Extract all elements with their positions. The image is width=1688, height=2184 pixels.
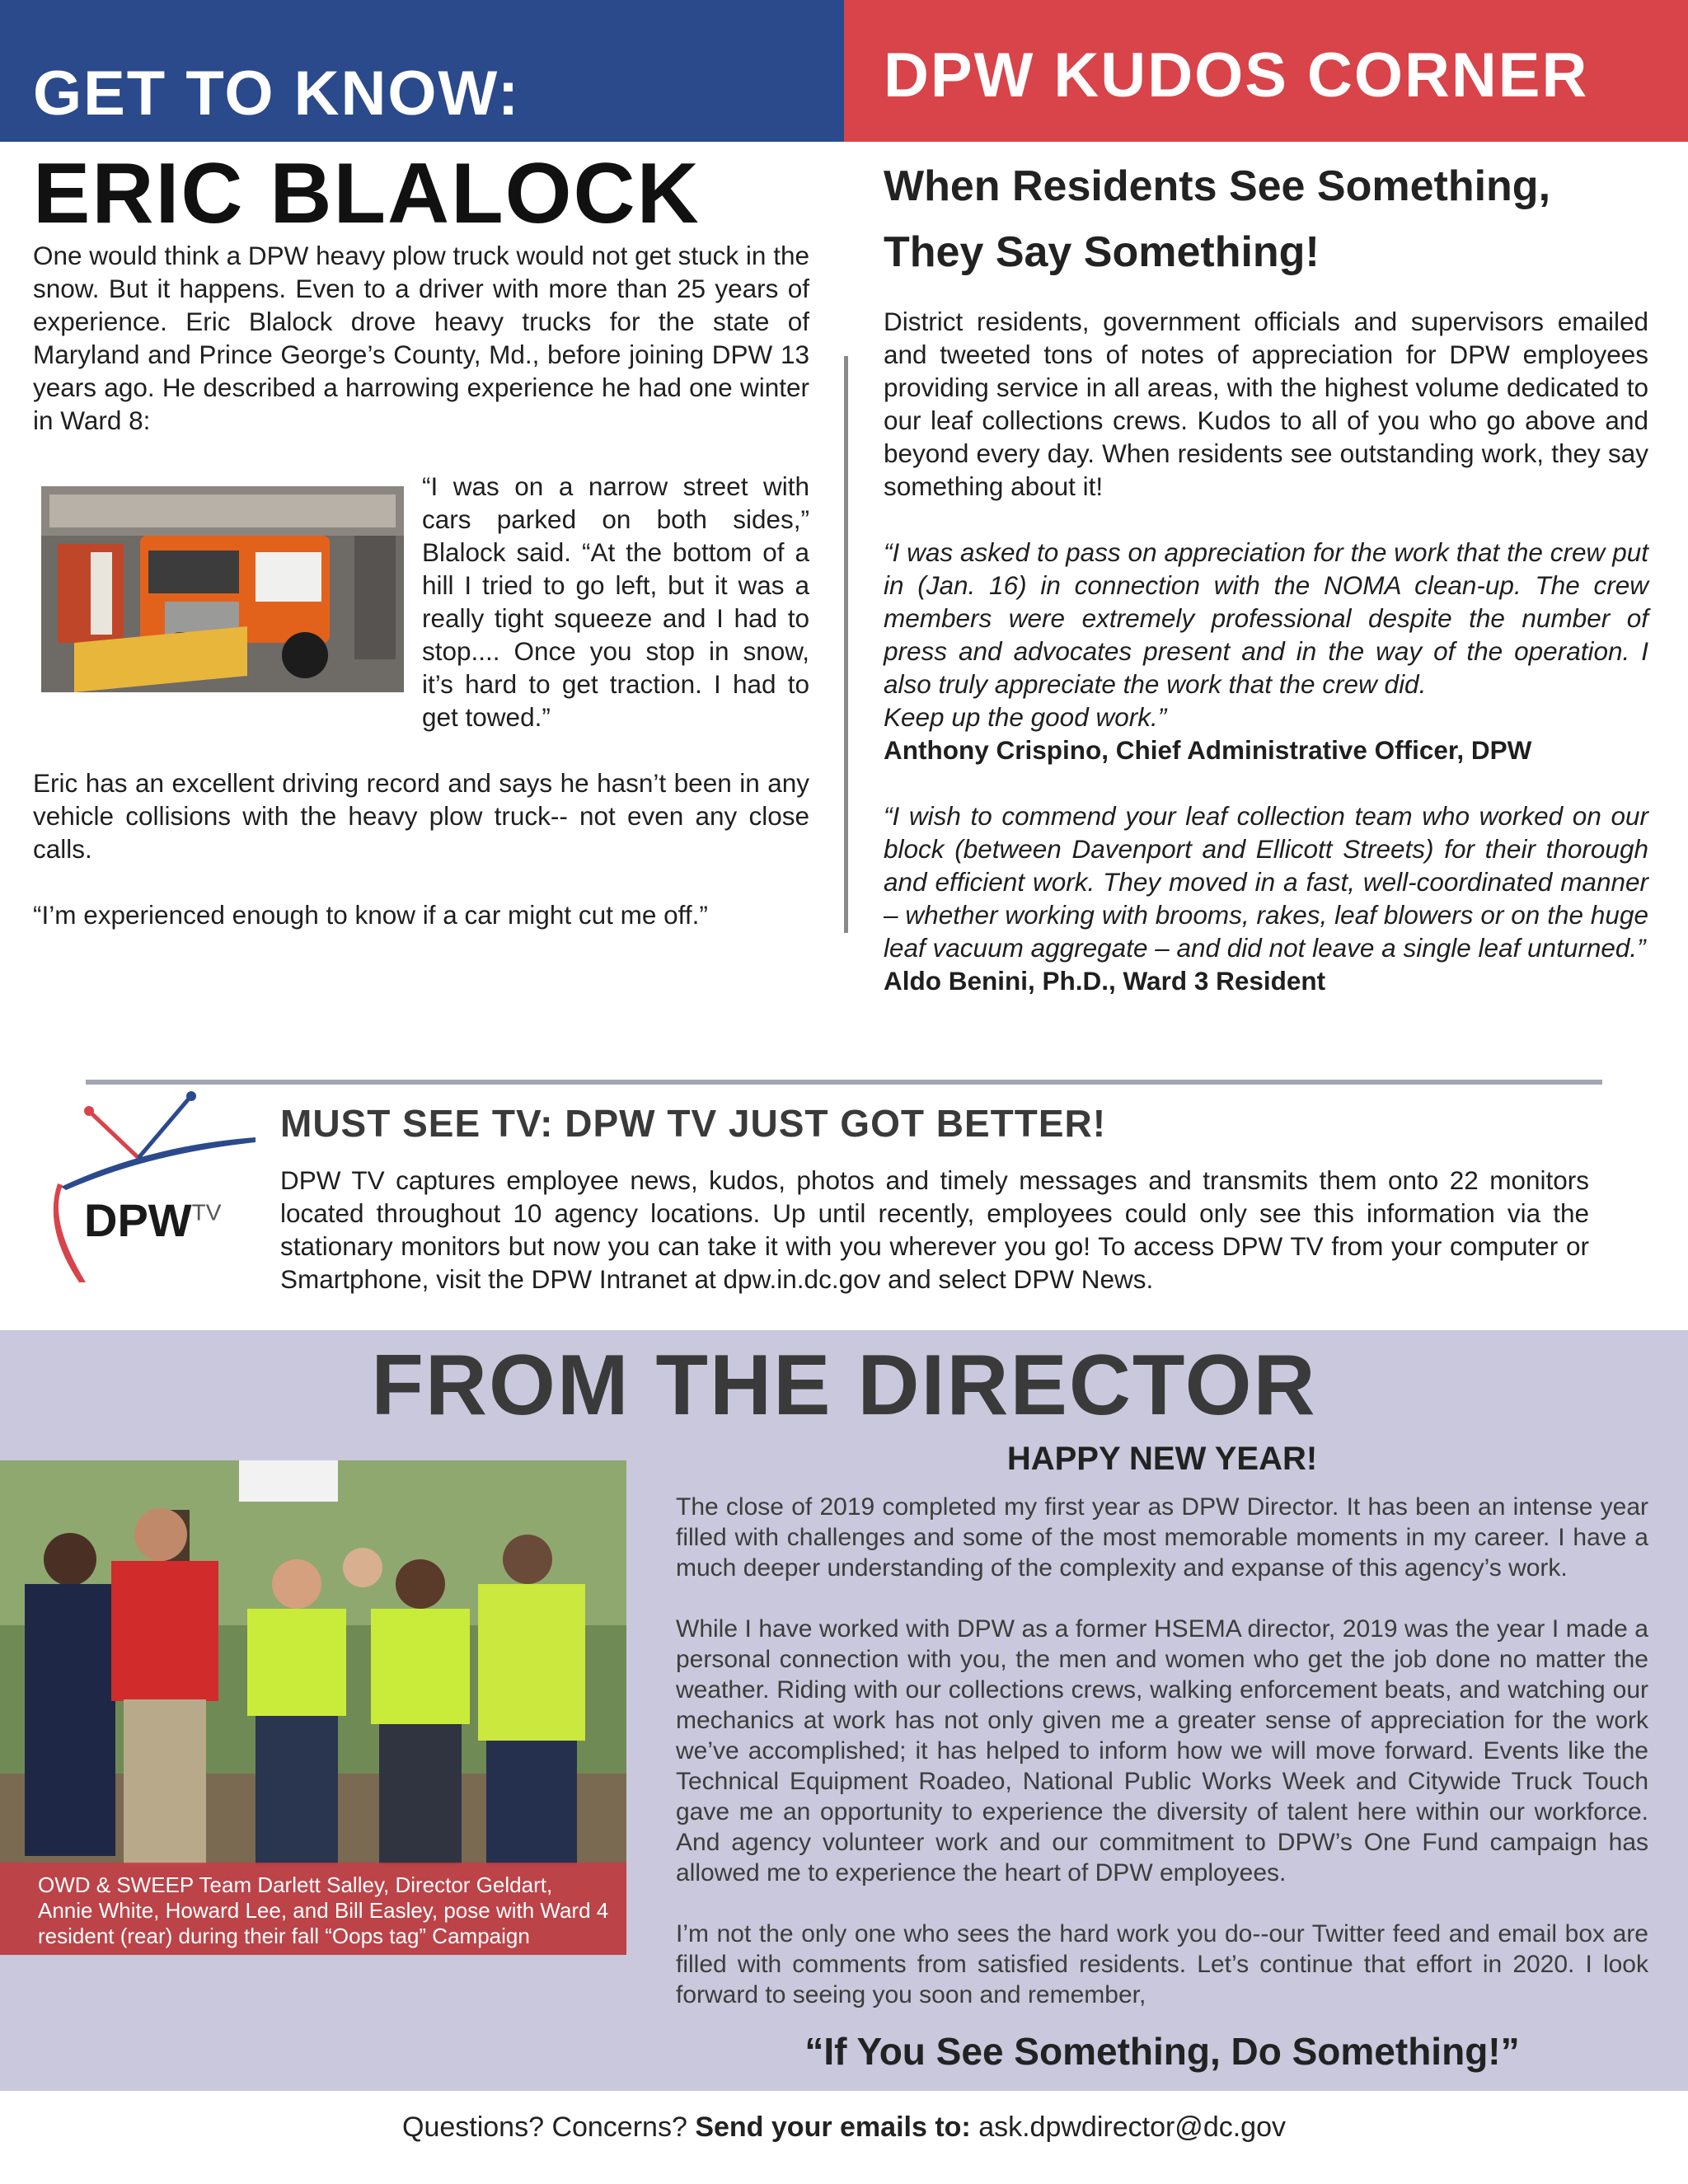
director-paragraph-2: While I have worked with DPW as a former HSEMA director, 2019 was the year I made a personal connection with you, the men and women who get the job done no matter the weather. Riding with our collections crews, walking enforcement beats, and watching our mechanics at work has not only given me a greater sense of appreciation for the work we’ve accomplished; it has helped to inform how we will move forward. Events like the Technical Equipment Roadeo, National Public Works Week and Citywide Truck Touch gave me an opportunity to experience the diversity of talent here within our workforce. And agency volunteer work and our commitment to DPW’s One Fund campaign has allowed me to experience the heart of DPW employees. [676, 1615, 1648, 1886]
kudos-quote-1: “I was asked to pass on appreciation for the work that the crew put in (Jan. 16) in connection with the NOMA clean-up. The crew members were extremely professional despite the number of press and advocates present and in the way of the operation. I also truly appreciate the work that the crew did. [884, 537, 1648, 699]
tv-section-title: MUST SEE TV: DPW TV JUST GOT BETTER! [280, 1102, 1107, 1145]
kudos-heading-line2: They Say Something! [884, 228, 1320, 276]
kudos-heading-line1: When Residents See Something, [884, 162, 1551, 210]
director-paragraph-3: I’m not the only one who sees the hard work you do--our Twitter feed and email box are filled with comments from satisfied residents. Let’s continue that effort in 2020. I look forward to seeing you soon and remember, [676, 1920, 1648, 2008]
kudos-quote-2: “I wish to commend your leaf collection team who worked on our block (between Davenport and Ellicott Streets) for their thorough and efficient work. They moved in a fast, well-coordinated manner – whether working with brooms, rakes, leaf blowers or on the huge leaf vacuum aggregate – and did not leave a single leaf unturned.” [884, 801, 1648, 963]
profile-driving-record: Eric has an excellent driving record and says he hasn’t been in any vehicle collisions with the heavy plow truck-- not even any close calls. [33, 768, 809, 864]
section-divider [86, 1080, 1602, 1085]
kudos-heading [884, 153, 1658, 285]
profile-name: ERIC BLALOCK [33, 146, 701, 241]
photo-caption: OWD & SWEEP Team Darlett Salley, Director Geldart, Annie White, Howard Lee, and Bill Easley, pose with Ward 4 resident (rear) during their fall “Oops tag” Campaign [0, 1863, 626, 1955]
director-paragraph-1: The close of 2019 completed my first year as DPW Director. It has been an intense year filled with challenges and some of the most memorable moments in my career. I have a much deeper understanding of the complexity and expanse of this agency’s work. [676, 1493, 1648, 1582]
kudos-quote-1-block [884, 536, 1648, 766]
profile-quote: “I was on a narrow street with cars parked on both sides,” Blalock said. “At the bottom of a hill I tried to go left, but it was a really tight squeeze and I had to stop.... Once you stop in snow, it’s hard to get traction. I had to get towed.” [422, 471, 809, 732]
footer-contact: Questions? Concerns? Send your emails to: ask.dpwdirector@dc.gov [402, 2111, 1286, 2143]
plow-truck-photo [41, 486, 404, 692]
director-letter [676, 1492, 1648, 2041]
dpw-logo-word: DPW [84, 1194, 192, 1246]
profile-intro: One would think a DPW heavy plow truck would not get stuck in the snow. But it happens. Even to a driver with more than 25 years of experience. Eric Blalock drove heavy trucks for the state of Maryland and Prince George’s County, Md., before joining DPW 13 years ago. He described a harrowing experience he had one winter in Ward 8: [33, 241, 809, 435]
footer-prefix: Questions? Concerns? [402, 2111, 687, 2143]
kudos-intro: District residents, government officials and supervisors emailed and tweeted tons of notes of appreciation for DPW employees providing service in all areas, with the highest volume dedicated to our leaf collections crews. Kudos to all of you who go above and beyond every day. When residents see outstanding work, they say something about it! [884, 307, 1648, 501]
dpw-tv-logo-text [84, 1193, 221, 1247]
director-email-link[interactable]: ask.dpwdirector@dc.gov [978, 2111, 1286, 2143]
tv-section-body: DPW TV captures employee news, kudos, photos and timely messages and transmits them onto 22 monitors located throughout 10 agency locations. Up until recently, employees could only see this information via the stationary monitors but now you can take it with you wherever you go! To access DPW TV from your computer or Smartphone, visit the DPW Intranet at dpw.in.dc.gov and select DPW News. [280, 1165, 1589, 1294]
get-to-know-heading: GET TO KNOW: [33, 59, 521, 129]
kudos-quote-2-block [884, 799, 1648, 997]
kudos-quote-1-author: Anthony Crispino, Chief Administrative Officer, DPW [884, 735, 1532, 765]
director-slogan: “If You See Something, Do Something!” [804, 2030, 1520, 2073]
kudos-corner-heading: DPW KUDOS CORNER [884, 40, 1589, 110]
director-greeting: HAPPY NEW YEAR! [1006, 1441, 1318, 1477]
kudos-quote-1-end: Keep up the good work.” [884, 702, 1167, 732]
tv-logo-superscript: TV [191, 1199, 222, 1226]
footer-bold-text: Send your emails to [695, 2111, 962, 2143]
kudos-quote-2-author: Aldo Benini, Ph.D., Ward 3 Resident [884, 966, 1326, 996]
director-section-title: FROM THE DIRECTOR [371, 1338, 1317, 1433]
profile-closing-quote: “I’m experienced enough to know if a car might cut me off.” [33, 900, 708, 930]
dpw-tv-logo-graphic [49, 1088, 264, 1294]
dpw-tv-logo [49, 1088, 264, 1294]
column-divider [844, 356, 848, 933]
